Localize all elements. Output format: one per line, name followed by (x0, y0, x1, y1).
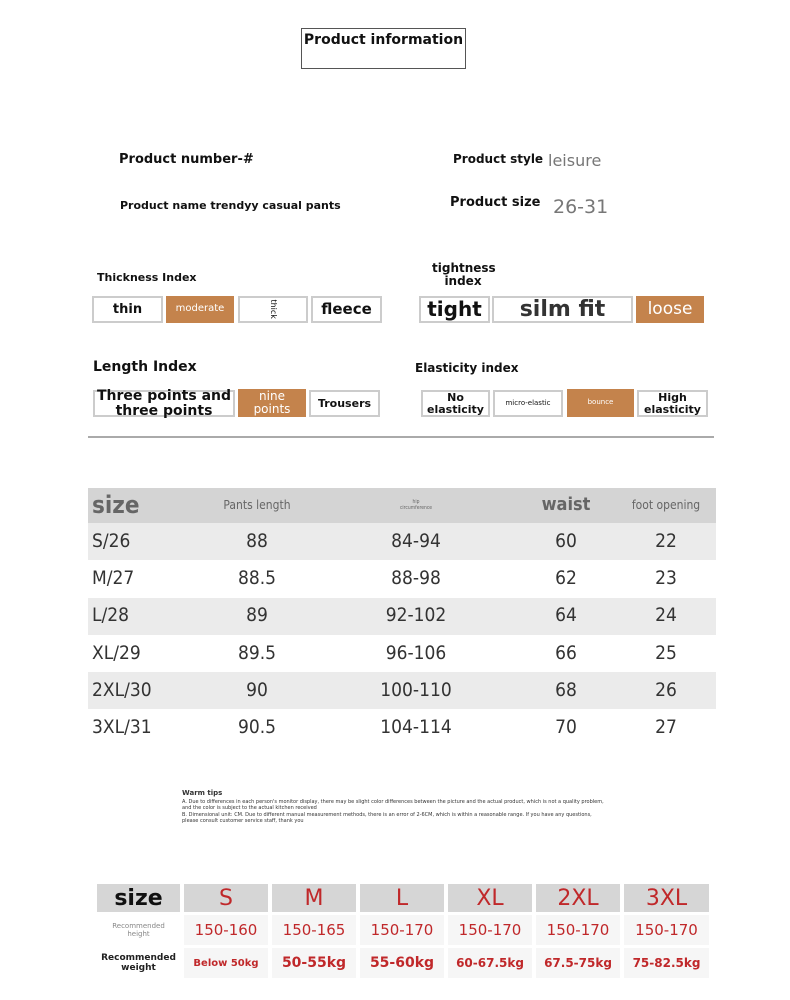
thickness-thick-text: thick (269, 299, 279, 320)
table-cell: 70 (555, 716, 577, 739)
product-size-label: Product size (450, 195, 541, 210)
thickness-fleece: fleece (311, 296, 382, 323)
divider (88, 436, 714, 438)
size-M: M (272, 884, 356, 912)
tightness-tight: tight (419, 296, 490, 323)
weight-label: Recommended weight (97, 948, 180, 978)
table-row (88, 672, 716, 709)
header-foot-opening: foot opening (631, 498, 701, 513)
table-cell: 92-102 (385, 604, 447, 627)
tightness-index-label: tightness index (432, 261, 496, 288)
table-row (88, 635, 716, 672)
size-2XL: 2XL (536, 884, 620, 912)
weight-value: 50-55kg (272, 948, 356, 978)
size-label: size (97, 884, 180, 912)
table-cell: 88 (246, 529, 268, 552)
table-cell: 23 (655, 566, 677, 589)
weight-value: 67.5-75kg (536, 948, 620, 978)
product-name-label: Product name trendyy casual pants (120, 199, 341, 212)
length-trousers: Trousers (309, 390, 380, 417)
height-value: 150-165 (272, 915, 356, 945)
weight-value: 75-82.5kg (624, 948, 709, 978)
header-waist: waist (541, 494, 591, 516)
table-row (88, 709, 716, 746)
product-style-label: Product style (453, 152, 544, 166)
height-value: 150-170 (536, 915, 620, 945)
thickness-index-label: Thickness Index (97, 271, 197, 284)
table-cell: 90.5 (237, 716, 277, 739)
table-cell: 89.5 (237, 641, 277, 664)
table-header (88, 488, 716, 523)
product-size-value: 26-31 (553, 196, 609, 218)
table-cell: 64 (555, 604, 577, 627)
elasticity-bounce: bounce (567, 389, 634, 417)
size-S: S (184, 884, 268, 912)
header-size: size (92, 490, 140, 519)
thickness-thin: thin (92, 296, 163, 323)
height-value: 150-170 (360, 915, 444, 945)
table-cell: 62 (555, 566, 577, 589)
table-row (88, 560, 716, 597)
elasticity-micro: micro-elastic (493, 390, 563, 417)
table-cell: 104-114 (380, 716, 452, 739)
table-cell: 89 (246, 604, 268, 627)
size-chart-table (88, 488, 716, 747)
weight-value: 60-67.5kg (448, 948, 532, 978)
size-XL: XL (448, 884, 532, 912)
tightness-slim-fit: silm fit (492, 296, 633, 323)
header-pants-length: Pants length (223, 498, 291, 513)
weight-value: Below 50kg (184, 948, 268, 978)
length-three-points: Three points and three points (93, 390, 235, 417)
warm-tips-a: A. Due to differences in each person's monitor display, there may be slight color differences between the picture and the actual product, which is not a quality problem, and the color is subject to the actual kitchen received (182, 798, 604, 811)
table-row (88, 598, 716, 635)
recommendation-table (97, 884, 709, 978)
table-cell: 22 (655, 529, 677, 552)
length-index-label: Length Index (93, 359, 197, 375)
table-row (88, 523, 716, 560)
table-cell: 68 (555, 678, 577, 701)
height-value: 150-160 (184, 915, 268, 945)
product-number-label: Product number-# (119, 152, 254, 167)
thickness-thick (238, 296, 308, 323)
header-hip: hip circumference (399, 499, 433, 511)
table-cell: 66 (555, 641, 577, 664)
table-cell: 26 (655, 678, 677, 701)
page-title: Product information (301, 28, 466, 69)
tightness-loose: loose (636, 296, 704, 323)
table-cell: 88-98 (391, 566, 441, 589)
table-cell: 96-106 (385, 641, 447, 664)
elasticity-index-label: Elasticity index (415, 361, 519, 375)
elasticity-high: High elasticity (637, 390, 708, 417)
height-value: 150-170 (624, 915, 709, 945)
height-label: Recommended height (97, 915, 180, 945)
size-3XL: 3XL (624, 884, 709, 912)
warm-tips-title: Warm tips (182, 789, 223, 797)
table-cell: 84-94 (391, 529, 441, 552)
height-value: 150-170 (448, 915, 532, 945)
table-cell: XL/29 (92, 641, 141, 664)
product-style-value: leisure (548, 151, 602, 170)
elasticity-none: No elasticity (421, 390, 490, 417)
size-L: L (360, 884, 444, 912)
table-cell: 2XL/30 (92, 678, 152, 701)
table-cell: 27 (655, 716, 677, 739)
table-cell: 88.5 (237, 566, 277, 589)
table-cell: L/28 (92, 604, 130, 627)
table-cell: 24 (655, 604, 677, 627)
length-nine-points: nine points (238, 389, 306, 417)
table-cell: 60 (555, 529, 577, 552)
warm-tips-b: B. Dimensional unit: CM. Due to different manual measurement methods, there is an error of 2-6CM, which is within a reasonable range. If you have any questions, please consult customer service staff, thank you (182, 811, 592, 824)
weight-value: 55-60kg (360, 948, 444, 978)
table-cell: 3XL/31 (92, 716, 152, 739)
table-cell: 90 (246, 678, 268, 701)
thickness-moderate: moderate (166, 296, 234, 323)
table-cell: 100-110 (380, 678, 452, 701)
warm-tips (182, 790, 607, 825)
table-cell: S/26 (92, 529, 131, 552)
table-cell: M/27 (92, 566, 135, 589)
table-cell: 25 (655, 641, 677, 664)
